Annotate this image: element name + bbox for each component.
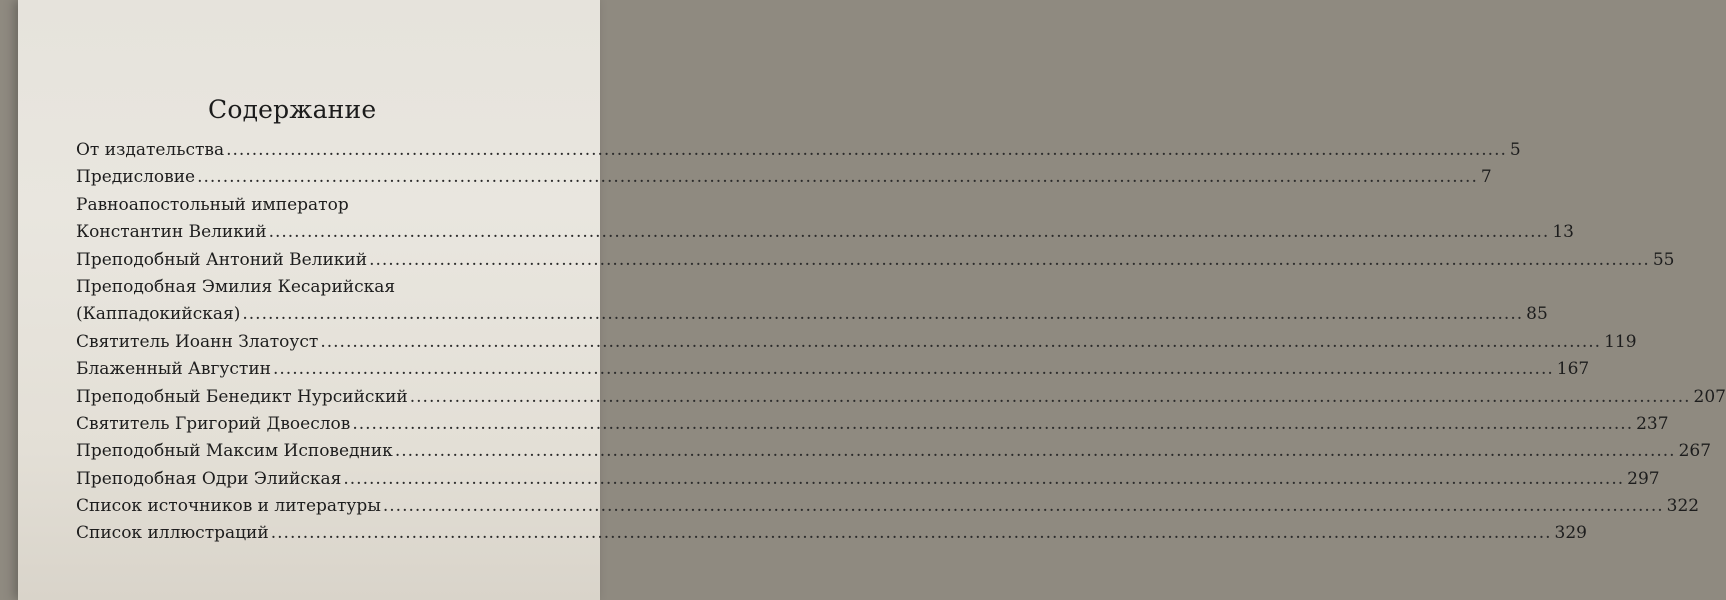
toc-entry-page: 207 [1693, 386, 1726, 407]
toc-entry [76, 386, 1726, 414]
toc-entry-page: 85 [1526, 304, 1548, 325]
toc-entry-title: Преподобный Антоний Великий [76, 249, 368, 270]
toc-leader-dots: ........................................................................................................................................................................................................ [409, 386, 1691, 407]
toc-leader-dots: ........................................................................................................................................................................................................ [270, 523, 1552, 544]
toc-entry-page: 13 [1552, 222, 1574, 243]
toc-entry [76, 331, 1637, 359]
toc-entry-page: 167 [1556, 359, 1590, 380]
toc-entry [76, 304, 1548, 331]
page-title: Содержание [208, 95, 377, 124]
toc-entry [76, 359, 1590, 386]
toc-leader-dots: ........................................................................................................................................................................................................ [394, 441, 1676, 462]
toc-entry [76, 222, 1574, 249]
toc-entry [76, 496, 1700, 523]
toc-entry-title: Святитель Григорий Двоеслов [76, 413, 351, 434]
toc-entry-title: Преподобная Одри Элийская [76, 468, 342, 489]
toc-entry-title-continued: (Каппадокийская) [76, 304, 241, 325]
toc-entry [76, 413, 1669, 441]
toc-leader-dots: ........................................................................................................................................................................................................ [352, 413, 1634, 434]
toc-leader-dots: ........................................................................................................................................................................................................ [268, 222, 1550, 243]
toc-entry-title: Преподобный Максим Исповедник [76, 441, 393, 462]
toc-entry-first-line [76, 195, 516, 222]
toc-leader-dots: ........................................................................................................................................................................................................ [226, 140, 1507, 160]
toc-entry [76, 140, 1521, 167]
toc-leader-dots: ........................................................................................................................................................................................................ [369, 249, 1650, 270]
toc-entry [76, 249, 1675, 277]
toc-entry-page: 55 [1652, 249, 1675, 270]
toc-leader-dots: ........................................................................................................................................................................................................ [273, 359, 1554, 380]
toc-entry-title: Равноапостольный император [76, 194, 349, 215]
toc-leader-dots: ........................................................................................................................................................................................................ [320, 331, 1602, 352]
toc-entry-title: От издательства [76, 140, 225, 160]
toc-entry-title: Список иллюстраций [76, 523, 269, 544]
toc-entry [76, 441, 1712, 468]
toc-entry-page: 322 [1666, 496, 1700, 517]
toc-leader-dots: ........................................................................................................................................................................................................ [197, 167, 1478, 188]
toc-leader-dots: ........................................................................................................................................................................................................ [343, 468, 1625, 489]
toc-entry-page: 329 [1554, 523, 1587, 544]
toc-entry-title-continued: Константин Великий [76, 222, 267, 243]
toc-entry-title: Святитель Иоанн Златоуст [76, 331, 319, 352]
toc-entry-page: 237 [1636, 413, 1669, 434]
toc-entry [76, 167, 1492, 194]
toc-leader-dots: ........................................................................................................................................................................................................ [242, 304, 1524, 325]
table-of-contents [76, 140, 1726, 551]
toc-entry [76, 523, 1587, 550]
toc-entry-page: 5 [1509, 140, 1521, 160]
toc-entry-title: Список источников и литературы [76, 496, 381, 517]
toc-entry-title: Преподобная Эмилия Кесарийская [76, 276, 396, 297]
toc-entry-page: 267 [1678, 441, 1712, 462]
toc-entry-title: Предисловие [76, 167, 196, 188]
toc-leader-dots: ........................................................................................................................................................................................................ [382, 496, 1664, 517]
toc-entry-title: Преподобный Бенедикт Нурсийский [76, 386, 408, 407]
book-page [18, 0, 1726, 600]
toc-entry [76, 468, 1660, 496]
toc-entry-first-line [76, 277, 516, 304]
toc-entry-page: 7 [1480, 167, 1492, 188]
toc-entry-title: Блаженный Августин [76, 359, 271, 380]
toc-entry-page: 297 [1627, 468, 1660, 489]
toc-entry-page: 119 [1604, 331, 1637, 352]
